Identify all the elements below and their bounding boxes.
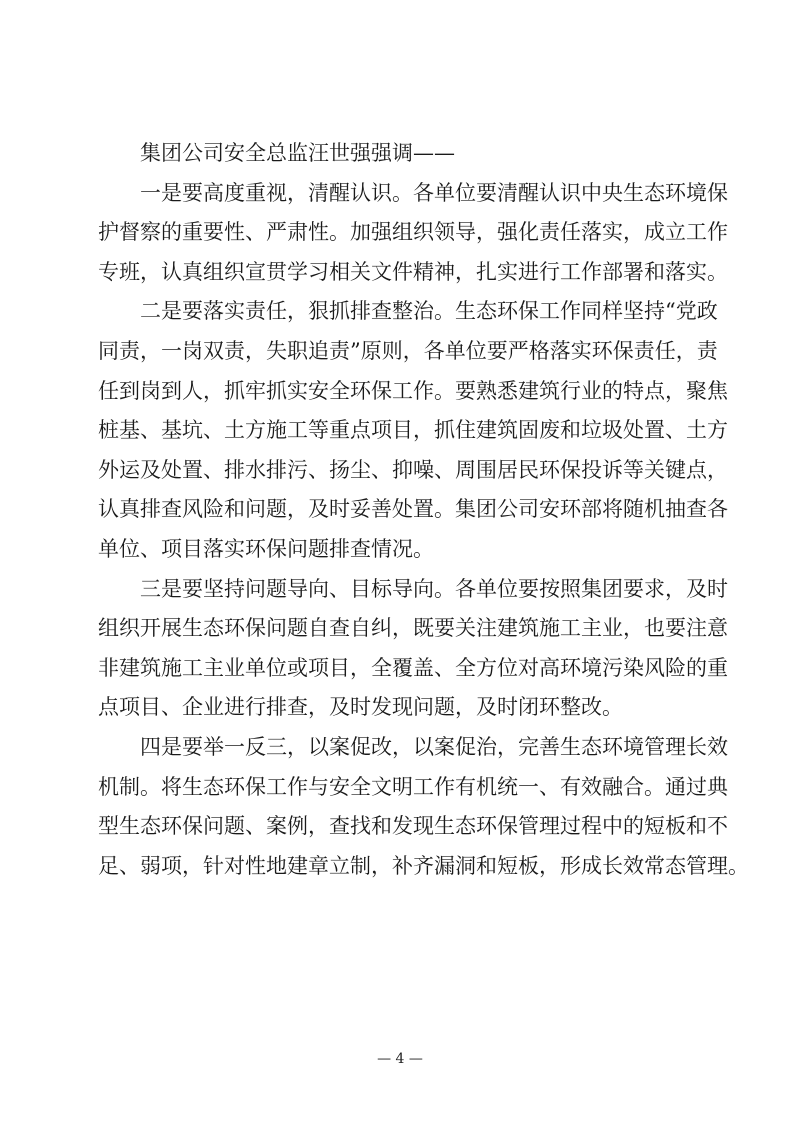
paragraph-1 [98, 174, 728, 293]
paragraph-2 [98, 292, 728, 569]
paragraph-line: 机制。将生态环保工作与安全文明工作有机统一、有效融合。通过典 [98, 774, 728, 799]
paragraph-line: 桩基、基坑、土方施工等重点项目，抓住建筑固废和垃圾处置、土方 [98, 418, 728, 443]
paragraph-line: 一是要高度重视，清醒认识。各单位要清醒认识中央生态环境保 [140, 180, 728, 205]
paragraph-line: 二是要落实责任，狠抓排查整治。生态环保工作同样坚持“党政 [140, 299, 718, 324]
paragraph-line: 专班，认真组织宣贯学习相关文件精神，扎实进行工作部署和落实。 [98, 259, 728, 284]
paragraph-line: 非建筑施工主业单位或项目，全覆盖、全方位对高环境污染风险的重 [98, 655, 728, 680]
paragraph-line: 任到岗到人，抓牢抓实安全环保工作。要熟悉建筑行业的特点，聚焦 [98, 378, 728, 403]
paragraph-line: 护督察的重要性、严肃性。加强组织领导，强化责任落实，成立工作 [98, 220, 728, 245]
paragraph-line: 同责，一岗双责，失职追责”原则，各单位要严格落实环保责任，责 [98, 338, 718, 363]
document-body [98, 134, 749, 886]
paragraph-3 [98, 570, 728, 728]
paragraph-line: 外运及处置、排水排污、扬尘、抑噪、周围居民环保投诉等关键点， [98, 457, 728, 482]
paragraph-line: 足、弱项，针对性地建章立制，补齐漏洞和短板，形成长效常态管理。 [98, 853, 749, 878]
paragraph-4 [98, 728, 749, 886]
paragraph-line: 三是要坚持问题导向、目标导向。各单位要按照集团要求，及时 [140, 576, 728, 601]
intro-line: 集团公司安全总监汪世强强调—— [140, 141, 455, 165]
paragraph-line: 单位、项目落实环保问题排查情况。 [98, 536, 434, 561]
page-number: — 4 — [377, 1051, 423, 1067]
paragraph-line: 点项目、企业进行排查，及时发现问题，及时闭环整改。 [98, 695, 623, 720]
paragraph-line: 型生态环保问题、案例，查找和发现生态环保管理过程中的短板和不 [98, 814, 728, 839]
paragraph-line: 四是要举一反三，以案促改，以案促治，完善生态环境管理长效 [140, 734, 728, 759]
paragraph-line: 认真排查风险和问题，及时妥善处置。集团公司安环部将随机抽查各 [98, 497, 728, 522]
paragraph-line: 组织开展生态环保问题自查自纠，既要关注建筑施工主业，也要注意 [98, 616, 728, 641]
